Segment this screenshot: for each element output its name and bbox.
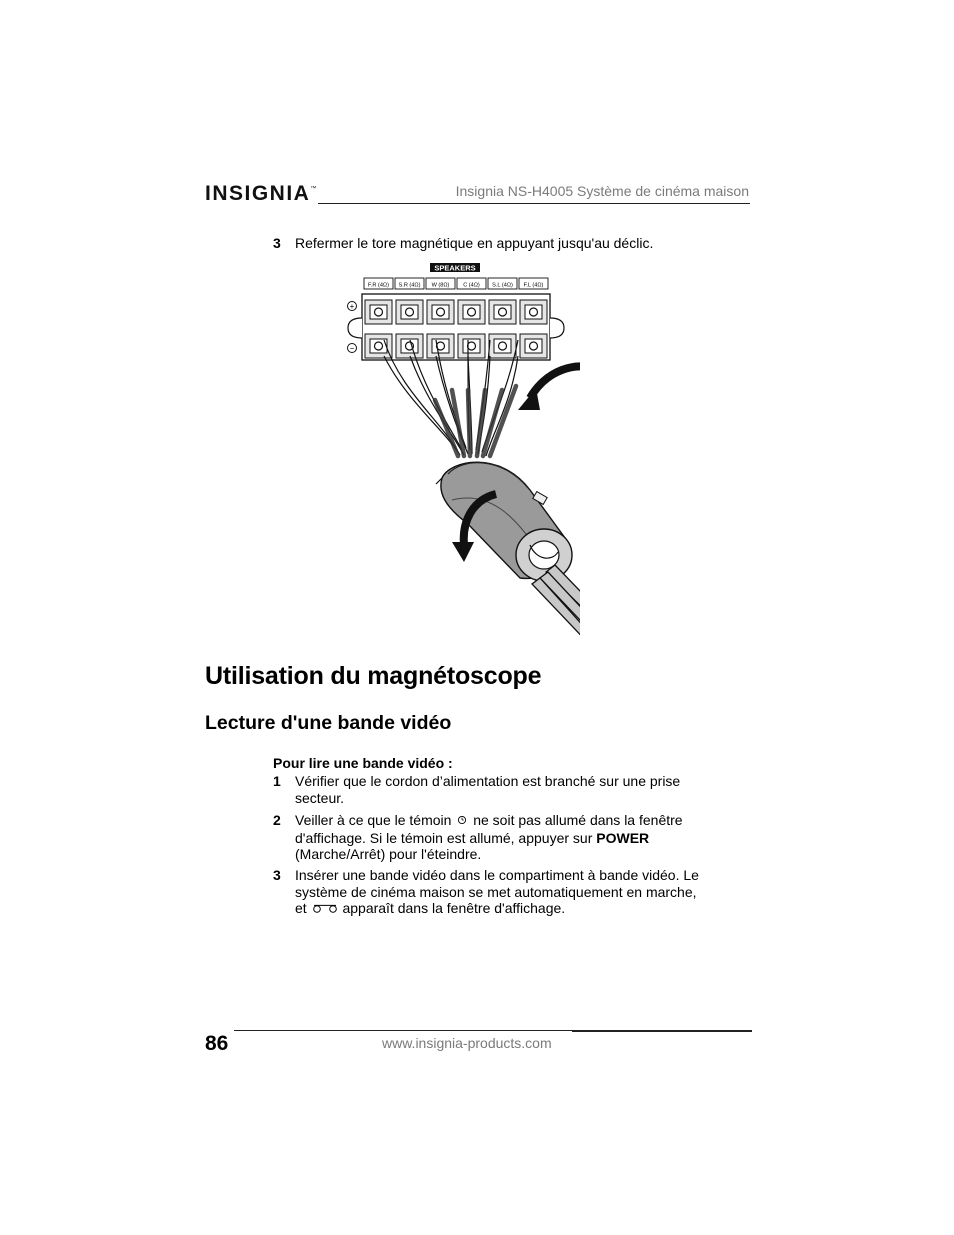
terminal-label: W (8Ω) (431, 282, 450, 289)
step-text (295, 867, 750, 918)
step-line (295, 812, 750, 830)
terminal-clip-plus (458, 300, 485, 324)
terminal-clip-plus (365, 300, 392, 324)
step-text (295, 812, 750, 863)
terminal-clip-minus (427, 334, 454, 358)
speakers-label: SPEAKERS (434, 263, 476, 273)
speaker-panel-figure (340, 260, 580, 645)
step-number: 1 (273, 773, 281, 789)
terminal-clip-plus (427, 300, 454, 324)
terminal-label: S.L (4Ω) (492, 282, 513, 289)
tape-icon (311, 901, 339, 918)
terminal-labels (364, 278, 548, 289)
section-title: Utilisation du magnétoscope (205, 662, 542, 690)
step-fragment: ne soit pas allumé dans la fenêtre (473, 812, 683, 828)
step-fragment: apparaît dans la fenêtre d'affichage. (342, 900, 566, 916)
step-line: (Marche/Arrêt) pour l'éteindre. (295, 846, 482, 863)
logo-text: INSIGNIA (205, 182, 311, 205)
footer-url: www.insignia-products.com (382, 1035, 552, 1051)
insignia-logo (205, 182, 318, 206)
step-text: Refermer le tore magnétique en appuyant jusqu'au déclic. (295, 235, 654, 251)
terminal-clip-minus (365, 334, 392, 358)
step-line (295, 900, 750, 918)
terminal-label: S.R (4Ω) (398, 282, 421, 289)
terminal-clip-minus (458, 334, 485, 358)
arrow-head-lower (452, 542, 474, 562)
header-rule (318, 203, 750, 204)
step-line: Vérifier que le cordon d’alimentation est branché sur une prise (295, 773, 681, 789)
terminal-clip-minus (520, 334, 547, 358)
step-fragment: et (295, 900, 307, 916)
footer-rule (234, 1030, 572, 1031)
terminal-clip-plus (520, 300, 547, 324)
ferrite-core (436, 462, 572, 581)
header-title: Insignia NS-H4005 Système de cinéma maison (455, 183, 749, 199)
terminal-label: F.R (4Ω) (368, 282, 389, 289)
terminal-label: F.L (4Ω) (523, 282, 544, 289)
step-number: 3 (273, 867, 281, 883)
minus-symbol: − (349, 344, 355, 353)
page-number: 86 (205, 1032, 229, 1055)
timer-indicator-icon (455, 813, 469, 830)
footer-rule-thick (572, 1030, 752, 1032)
terminal-clip-minus (489, 334, 516, 358)
step-text (295, 773, 750, 806)
step-number: 2 (273, 812, 281, 828)
terminal-clip-minus (396, 334, 423, 358)
logo-trademark: ™ (310, 186, 318, 192)
section-subtitle: Lecture d'une bande vidéo (205, 712, 452, 734)
step-line: Insérer une bande vidéo dans le compartiment à bande vidéo. Le (295, 867, 699, 883)
step-number: 3 (273, 235, 281, 251)
step-line: secteur. (295, 789, 345, 806)
step-fragment: d'affichage. Si le témoin est allumé, appuyer sur (295, 829, 593, 846)
step-line: système de cinéma maison se met automatiquement en marche, (295, 883, 697, 900)
panel-ear-left (348, 318, 362, 338)
step-fragment: Veiller à ce que le témoin (295, 812, 452, 828)
panel-ear-right (550, 318, 564, 338)
plus-symbol: + (349, 302, 355, 311)
terminal-clip-plus (396, 300, 423, 324)
procedure-title: Pour lire une bande vidéo : (273, 755, 453, 771)
terminal-clip-plus (489, 300, 516, 324)
step-line (295, 830, 750, 847)
terminal-label: C (4Ω) (463, 282, 480, 289)
power-button-label: POWER (596, 829, 650, 846)
ferrite-core-illustration (340, 260, 580, 650)
